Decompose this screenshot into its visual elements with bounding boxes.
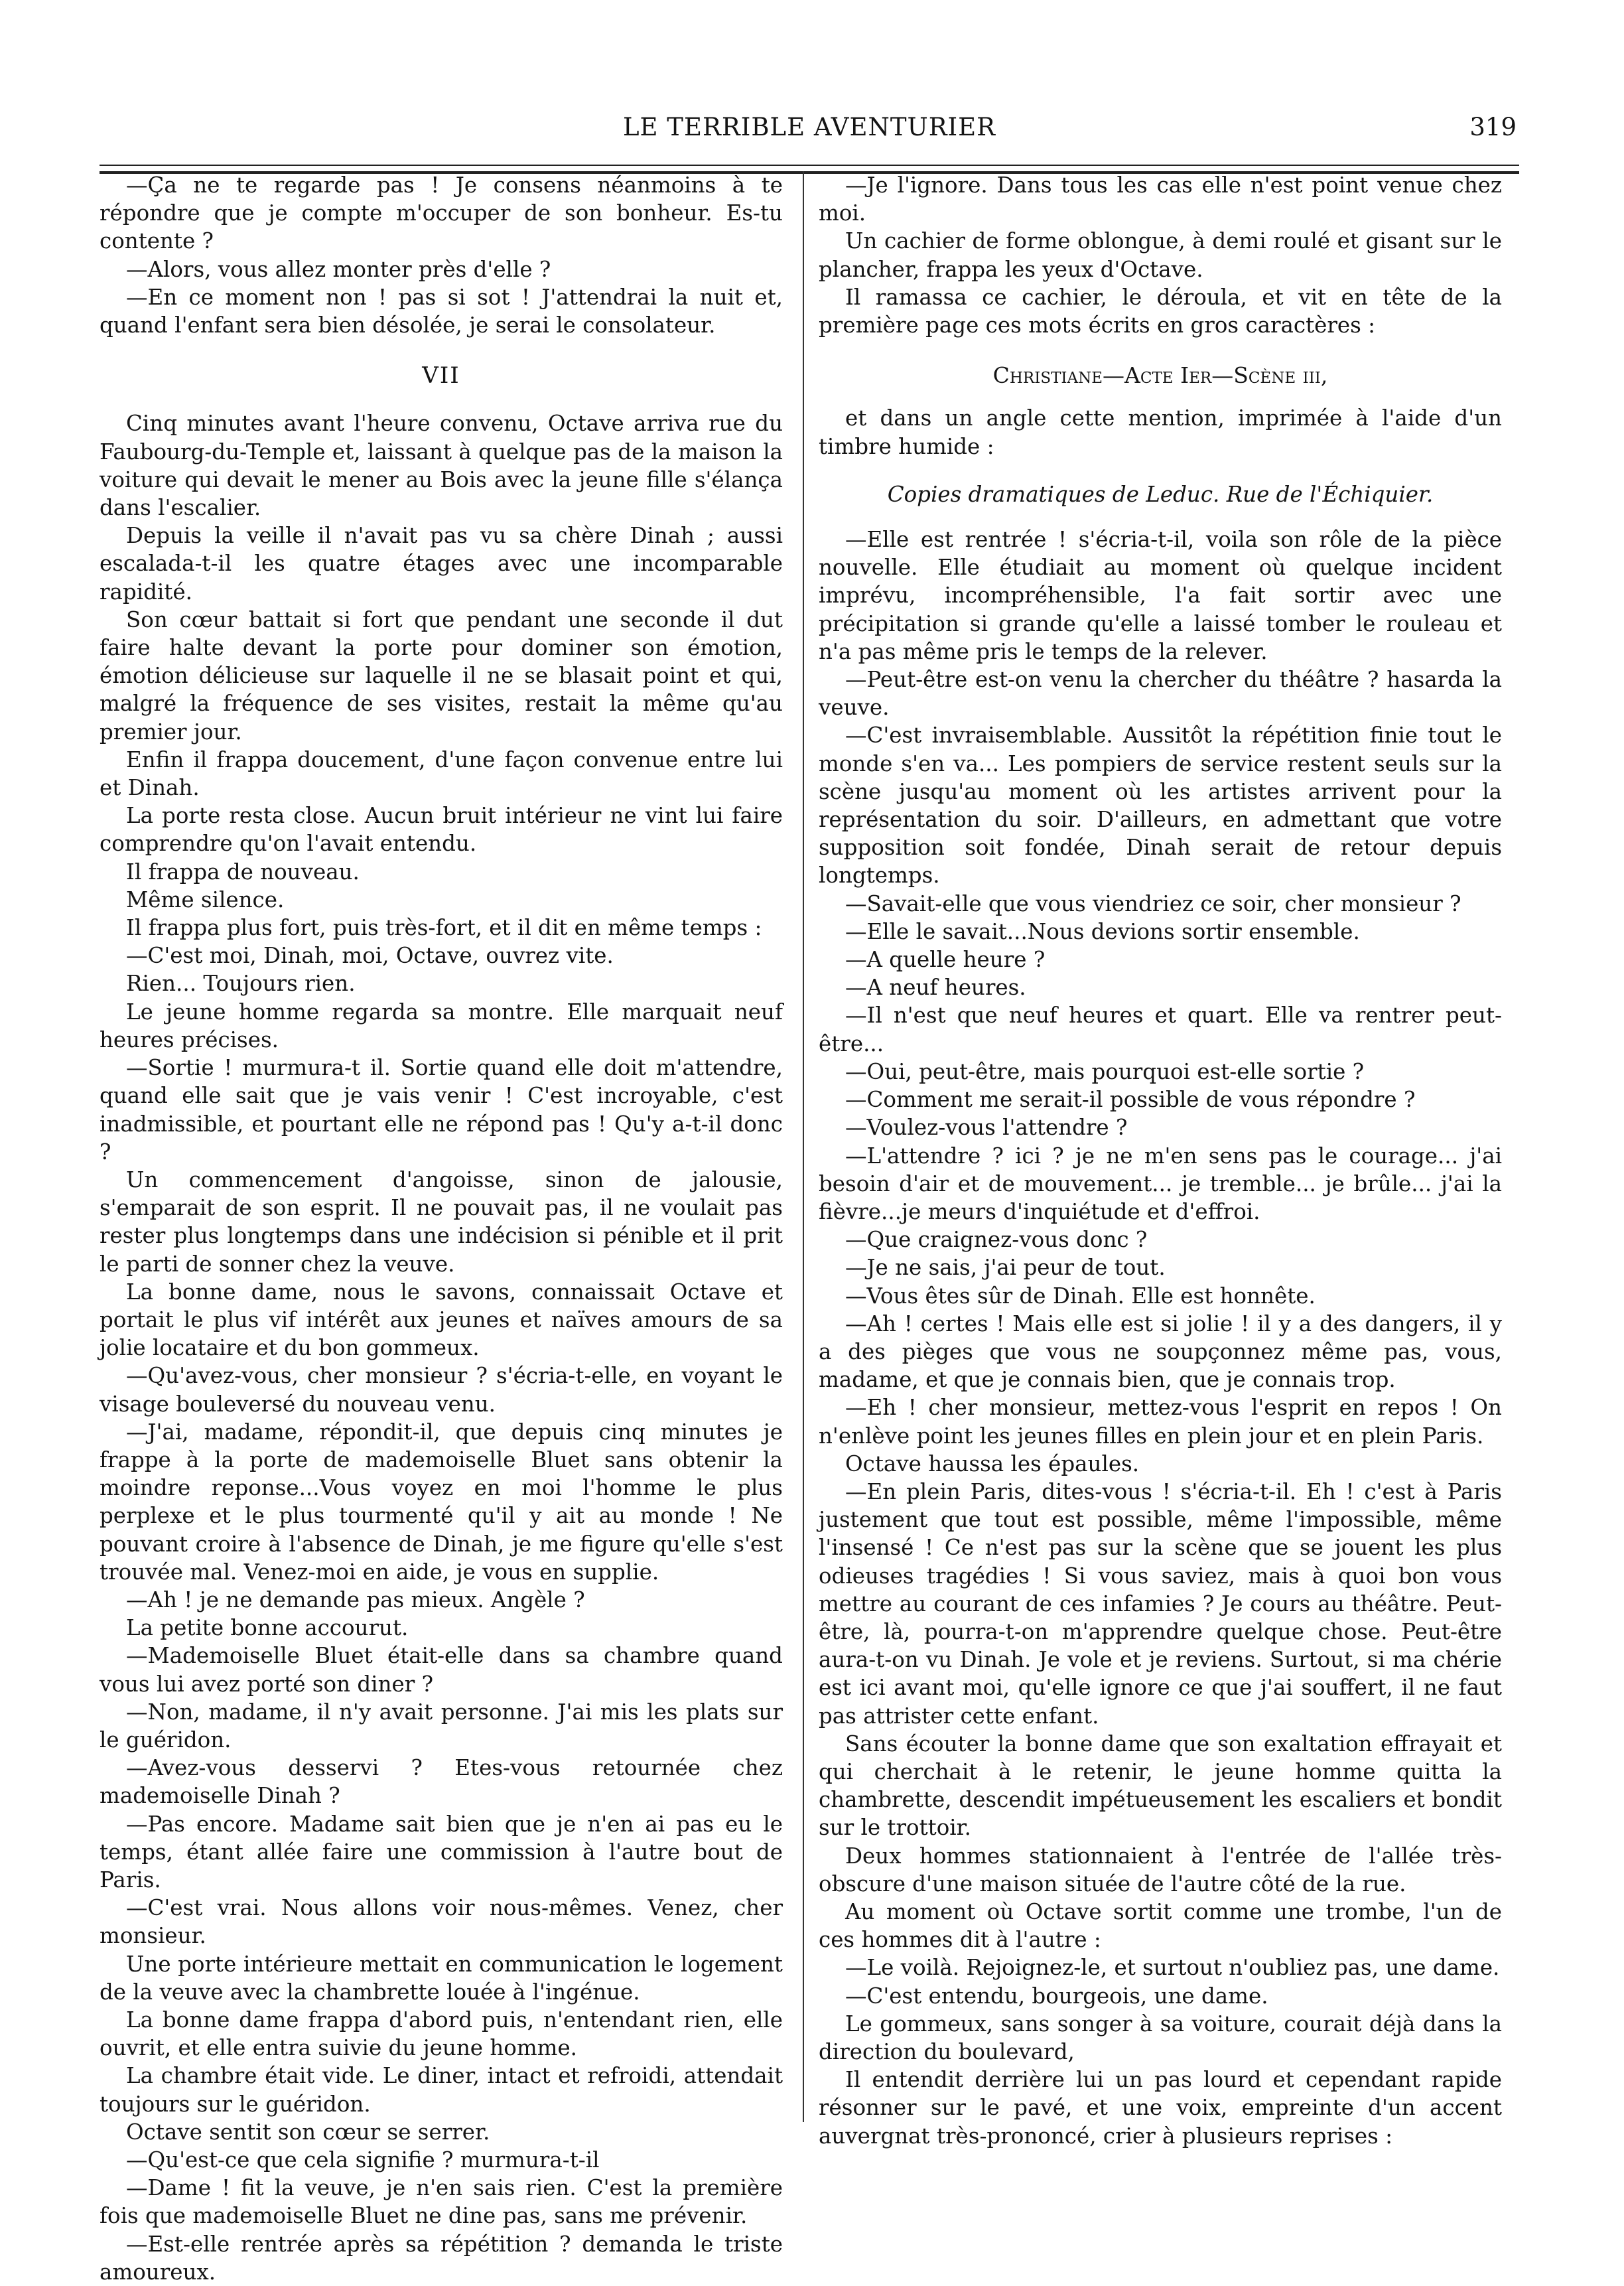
paragraph: Il ramassa ce cachier, le déroula, et vit en tête de la première page ces mots écrits en gros caractères : <box>819 284 1502 338</box>
paragraph: Un cachier de forme oblongue, à demi roulé et gisant sur le plancher, frappa les yeux d'Octave. <box>819 228 1502 282</box>
paragraph: —A quelle heure ? <box>845 947 1046 973</box>
paragraph: Cinq minutes avant l'heure convenu, Octave arriva rue du Faubourg-du-Temple et, laissant à quelque pas de la maison la voiture qui devait le mener au Bois avec la jeune fille s'élança dans l'escalier. <box>100 411 783 521</box>
chapter-heading: VII <box>422 362 460 390</box>
paragraph: —Elle est rentrée ! s'écria-t-il, voila son rôle de la pièce nouvelle. Elle étudiait au moment où quelque incident imprévu, incompréhensible, l'a fait sortir avec une précipitation si grande qu'elle a laissé tomber le rouleau et n'a pas même pris le temps de la relever. <box>819 527 1502 664</box>
paragraph: —Comment me serait-il possible de vous répondre ? <box>845 1087 1416 1113</box>
paragraph: Il frappa de nouveau. <box>126 859 360 885</box>
paragraph: —Non, madame, il n'y avait personne. J'ai mis les plats sur le guéridon. <box>100 1699 783 1752</box>
column-divider <box>803 171 804 2122</box>
paragraph: Enfin il frappa doucement, d'une façon convenue entre lui et Dinah. <box>100 747 783 801</box>
running-title: LE TERRIBLE AVENTURIER <box>622 113 996 141</box>
paragraph: Au moment où Octave sortit comme une trombe, l'un de ces hommes dit à l'autre : <box>819 1898 1502 1953</box>
paragraph: —J'ai, madame, répondit-il, que depuis cinq minutes je frappe à la porte de mademoiselle Bluet sans obtenir la moindre reponse...Vous voyez en moi l'homme le plus perplexe et le plus tourmenté qu'il y ait au monde ! Ne pouvant croire à l'absence de Dinah, je me figure qu'elle s'est trouvée mal. Venez-moi en aide, je vous en supplie. <box>100 1419 783 1585</box>
stamp-mention: Copies dramatiques de Leduc. Rue de l'Échiquier. <box>887 481 1434 507</box>
header-rule-thin <box>100 165 1519 166</box>
paragraph: et dans un angle cette mention, imprimée à l'aide d'un timbre humide : <box>819 405 1502 459</box>
paragraph: —Elle le savait...Nous devions sortir ensemble. <box>845 918 1360 944</box>
paragraph: —Qu'est-ce que cela signifie ? murmura-t-il <box>126 2147 600 2173</box>
newspaper-page <box>100 100 1519 2285</box>
paragraph: —Mademoiselle Bluet était-elle dans sa chambre quand vous lui avez porté son diner ? <box>100 1643 783 1697</box>
paragraph: —Il n'est que neuf heures et quart. Elle va rentrer peut-être... <box>819 1003 1502 1056</box>
paragraph: Depuis la veille il n'avait pas vu sa chère Dinah ; aussi escalada-t-il les quatre étages avec une incomparable rapidité. <box>100 523 783 605</box>
paragraph: —Que craignez-vous donc ? <box>845 1227 1148 1253</box>
paragraph: —Eh ! cher monsieur, mettez-vous l'esprit en repos ! On n'enlève point les jeunes filles en plein jour et en plein Paris. <box>819 1395 1502 1449</box>
paragraph: Sans écouter la bonne dame que son exaltation effrayait et qui cherchait à le retenir, le jeune homme quitta la chambrette, descendit impétueusement les escaliers et bondit sur le trottoir. <box>819 1731 1502 1841</box>
paragraph: —Sortie ! murmura-t il. Sortie quand elle doit m'attendre, quand elle sait que je vais venir ! C'est incroyable, c'est inadmissible, et pourtant elle ne répond pas ! Qu'y a-t-il donc ? <box>100 1055 783 1165</box>
paragraph: —Est-elle rentrée après sa répétition ? demanda le triste amoureux. <box>100 2231 783 2285</box>
paragraph: —Ah ! je ne demande pas mieux. Angèle ? <box>126 1587 585 1612</box>
scene-title: Christiane—Acte Ier—Scène iii, <box>992 362 1328 389</box>
paragraph: Une porte intérieure mettait en communication le logement de la veuve avec la chambrette louée à l'ingénue. <box>100 1951 783 2005</box>
paragraph: —Dame ! fit la veuve, je n'en sais rien. C'est la première fois que mademoiselle Bluet ne dine pas, sans me prévenir. <box>100 2175 783 2229</box>
paragraph: —Ah ! certes ! Mais elle est si jolie ! il y a des dangers, il y a des pièges que vous ne soupçonnez même pas, vous, madame, et que je connais bien, que je connais trop. <box>819 1311 1502 1393</box>
paragraph: —A neuf heures. <box>845 975 1026 1001</box>
paragraph: La bonne dame frappa d'abord puis, n'entendant rien, elle ouvrit, et elle entra suivie du jeune homme. <box>100 2007 783 2061</box>
paragraph: —Qu'avez-vous, cher monsieur ? s'écria-t-elle, en voyant le visage bouleversé du nouveau venu. <box>100 1363 783 1417</box>
paragraph: —C'est entendu, bourgeois, une dame. <box>845 1983 1268 2009</box>
right-column <box>819 171 1502 2150</box>
running-head <box>100 113 1519 153</box>
paragraph: —Savait-elle que vous viendriez ce soir, cher monsieur ? <box>845 891 1461 916</box>
paragraph: —Peut-être est-on venu la chercher du théâtre ? hasarda la veuve. <box>819 667 1502 721</box>
paragraph: —C'est invraisemblable. Aussitôt la répétition finie tout le monde s'en va... Les pompiers de service restent seuls sur la scène jusqu'au moment où les artistes arrivent pour la représentation du soir. D'ailleurs, en admettant que votre supposition soit fondée, Dinah serait de retour depuis longtemps. <box>819 723 1502 889</box>
paragraph: —Avez-vous desservi ? Etes-vous retournée chez mademoiselle Dinah ? <box>100 1755 783 1809</box>
paragraph: La chambre était vide. Le diner, intact et refroidi, attendait toujours sur le guéridon. <box>100 2063 783 2117</box>
paragraph: Le jeune homme regarda sa montre. Elle marquait neuf heures précises. <box>100 999 783 1052</box>
paragraph: —Oui, peut-être, mais pourquoi est-elle sortie ? <box>845 1058 1365 1084</box>
paragraph: Même silence. <box>126 887 285 912</box>
paragraph: Son cœur battait si fort que pendant une seconde il dut faire halte devant la porte pour dominer son émotion, émotion délicieuse sur laquelle il ne se blasait point et qui, malgré la fréquence de ses visites, restait la même qu'au premier jour. <box>100 607 783 745</box>
page-number: 319 <box>1469 113 1517 141</box>
paragraph: Deux hommes stationnaient à l'entrée de l'allée très-obscure d'une maison située de l'autre côté de la rue. <box>819 1843 1502 1896</box>
left-column <box>100 171 783 2286</box>
paragraph: —Alors, vous allez monter près d'elle ? <box>126 256 551 282</box>
paragraph: Il frappa plus fort, puis très-fort, et il dit en même temps : <box>126 915 762 941</box>
paragraph: —Vous êtes sûr de Dinah. Elle est honnête. <box>845 1283 1316 1309</box>
paragraph: Octave haussa les épaules. <box>845 1451 1140 1476</box>
paragraph: —Voulez-vous l'attendre ? <box>845 1115 1128 1141</box>
paragraph: —Pas encore. Madame sait bien que je n'en ai pas eu le temps, étant allée faire une commission à l'autre bout de Paris. <box>100 1811 783 1893</box>
paragraph: La porte resta close. Aucun bruit intérieur ne vint lui faire comprendre qu'on l'avait entendu. <box>100 803 783 857</box>
paragraph: —L'attendre ? ici ? je ne m'en sens pas le courage... j'ai besoin d'air et de mouvement... je tremble... je brûle... j'ai la fièvre...je meurs d'inquiétude et d'effroi. <box>819 1143 1502 1224</box>
paragraph: —Le voilà. Rejoignez-le, et surtout n'oubliez pas, une dame. <box>845 1955 1500 1981</box>
paragraph: Un commencement d'angoisse, sinon de jalousie, s'emparait de son esprit. Il ne pouvait pas, il ne voulait pas rester plus longtemps dans une indécision si pénible et il prit le parti de sonner chez la veuve. <box>100 1167 783 1277</box>
paragraph: La petite bonne accourut. <box>126 1615 409 1641</box>
paragraph: —Je ne sais, j'ai peur de tout. <box>845 1255 1166 1281</box>
paragraph: —En ce moment non ! pas si sot ! J'attendrai la nuit et, quand l'enfant sera bien désolée, je serai le consolateur. <box>100 284 783 338</box>
paragraph: —C'est vrai. Nous allons voir nous-mêmes. Venez, cher monsieur. <box>100 1895 783 1949</box>
paragraph: —C'est moi, Dinah, moi, Octave, ouvrez vite. <box>126 943 614 969</box>
paragraph: Octave sentit son cœur se serrer. <box>126 2119 490 2145</box>
paragraph: —En plein Paris, dites-vous ! s'écria-t-il. Eh ! c'est à Paris justement que tout est possible, même l'impossible, même l'insensé ! Ce n'est pas sur la scène que se jouent les plus odieuses tragédies ! Si vous saviez, mais à quoi bon vous mettre au courant de ces infamies ? Je cours au théâtre. Peut-être, là, pourra-t-on m'apprendre quelque chose. Peut-être aura-t-on vu Dinah. Je vole et je reviens. Surtout, si ma chérie est ici avant moi, qu'elle ignore ce que j'ai souffert, il ne faut pas attrister cette enfant. <box>819 1478 1502 1729</box>
paragraph: Rien... Toujours rien. <box>126 971 356 997</box>
paragraph: Il entendit derrière lui un pas lourd et cependant rapide résonner sur le pavé, et une voix, empreinte d'un accent auvergnat très-prononcé, crier à plusieurs reprises : <box>819 2067 1502 2149</box>
paragraph: Le gommeux, sans songer à sa voiture, courait déjà dans la direction du boulevard, <box>819 2011 1502 2064</box>
paragraph: La bonne dame, nous le savons, connaissait Octave et portait le plus vif intérêt aux jeunes et naïves amours de sa jolie locataire et du bon gommeux. <box>100 1279 783 1361</box>
paragraph: —Je l'ignore. Dans tous les cas elle n'est point venue chez moi. <box>819 173 1502 226</box>
paragraph: —Ça ne te regarde pas ! Je consens néanmoins à te répondre que je compte m'occuper de son bonheur. Es-tu contente ? <box>100 173 783 254</box>
